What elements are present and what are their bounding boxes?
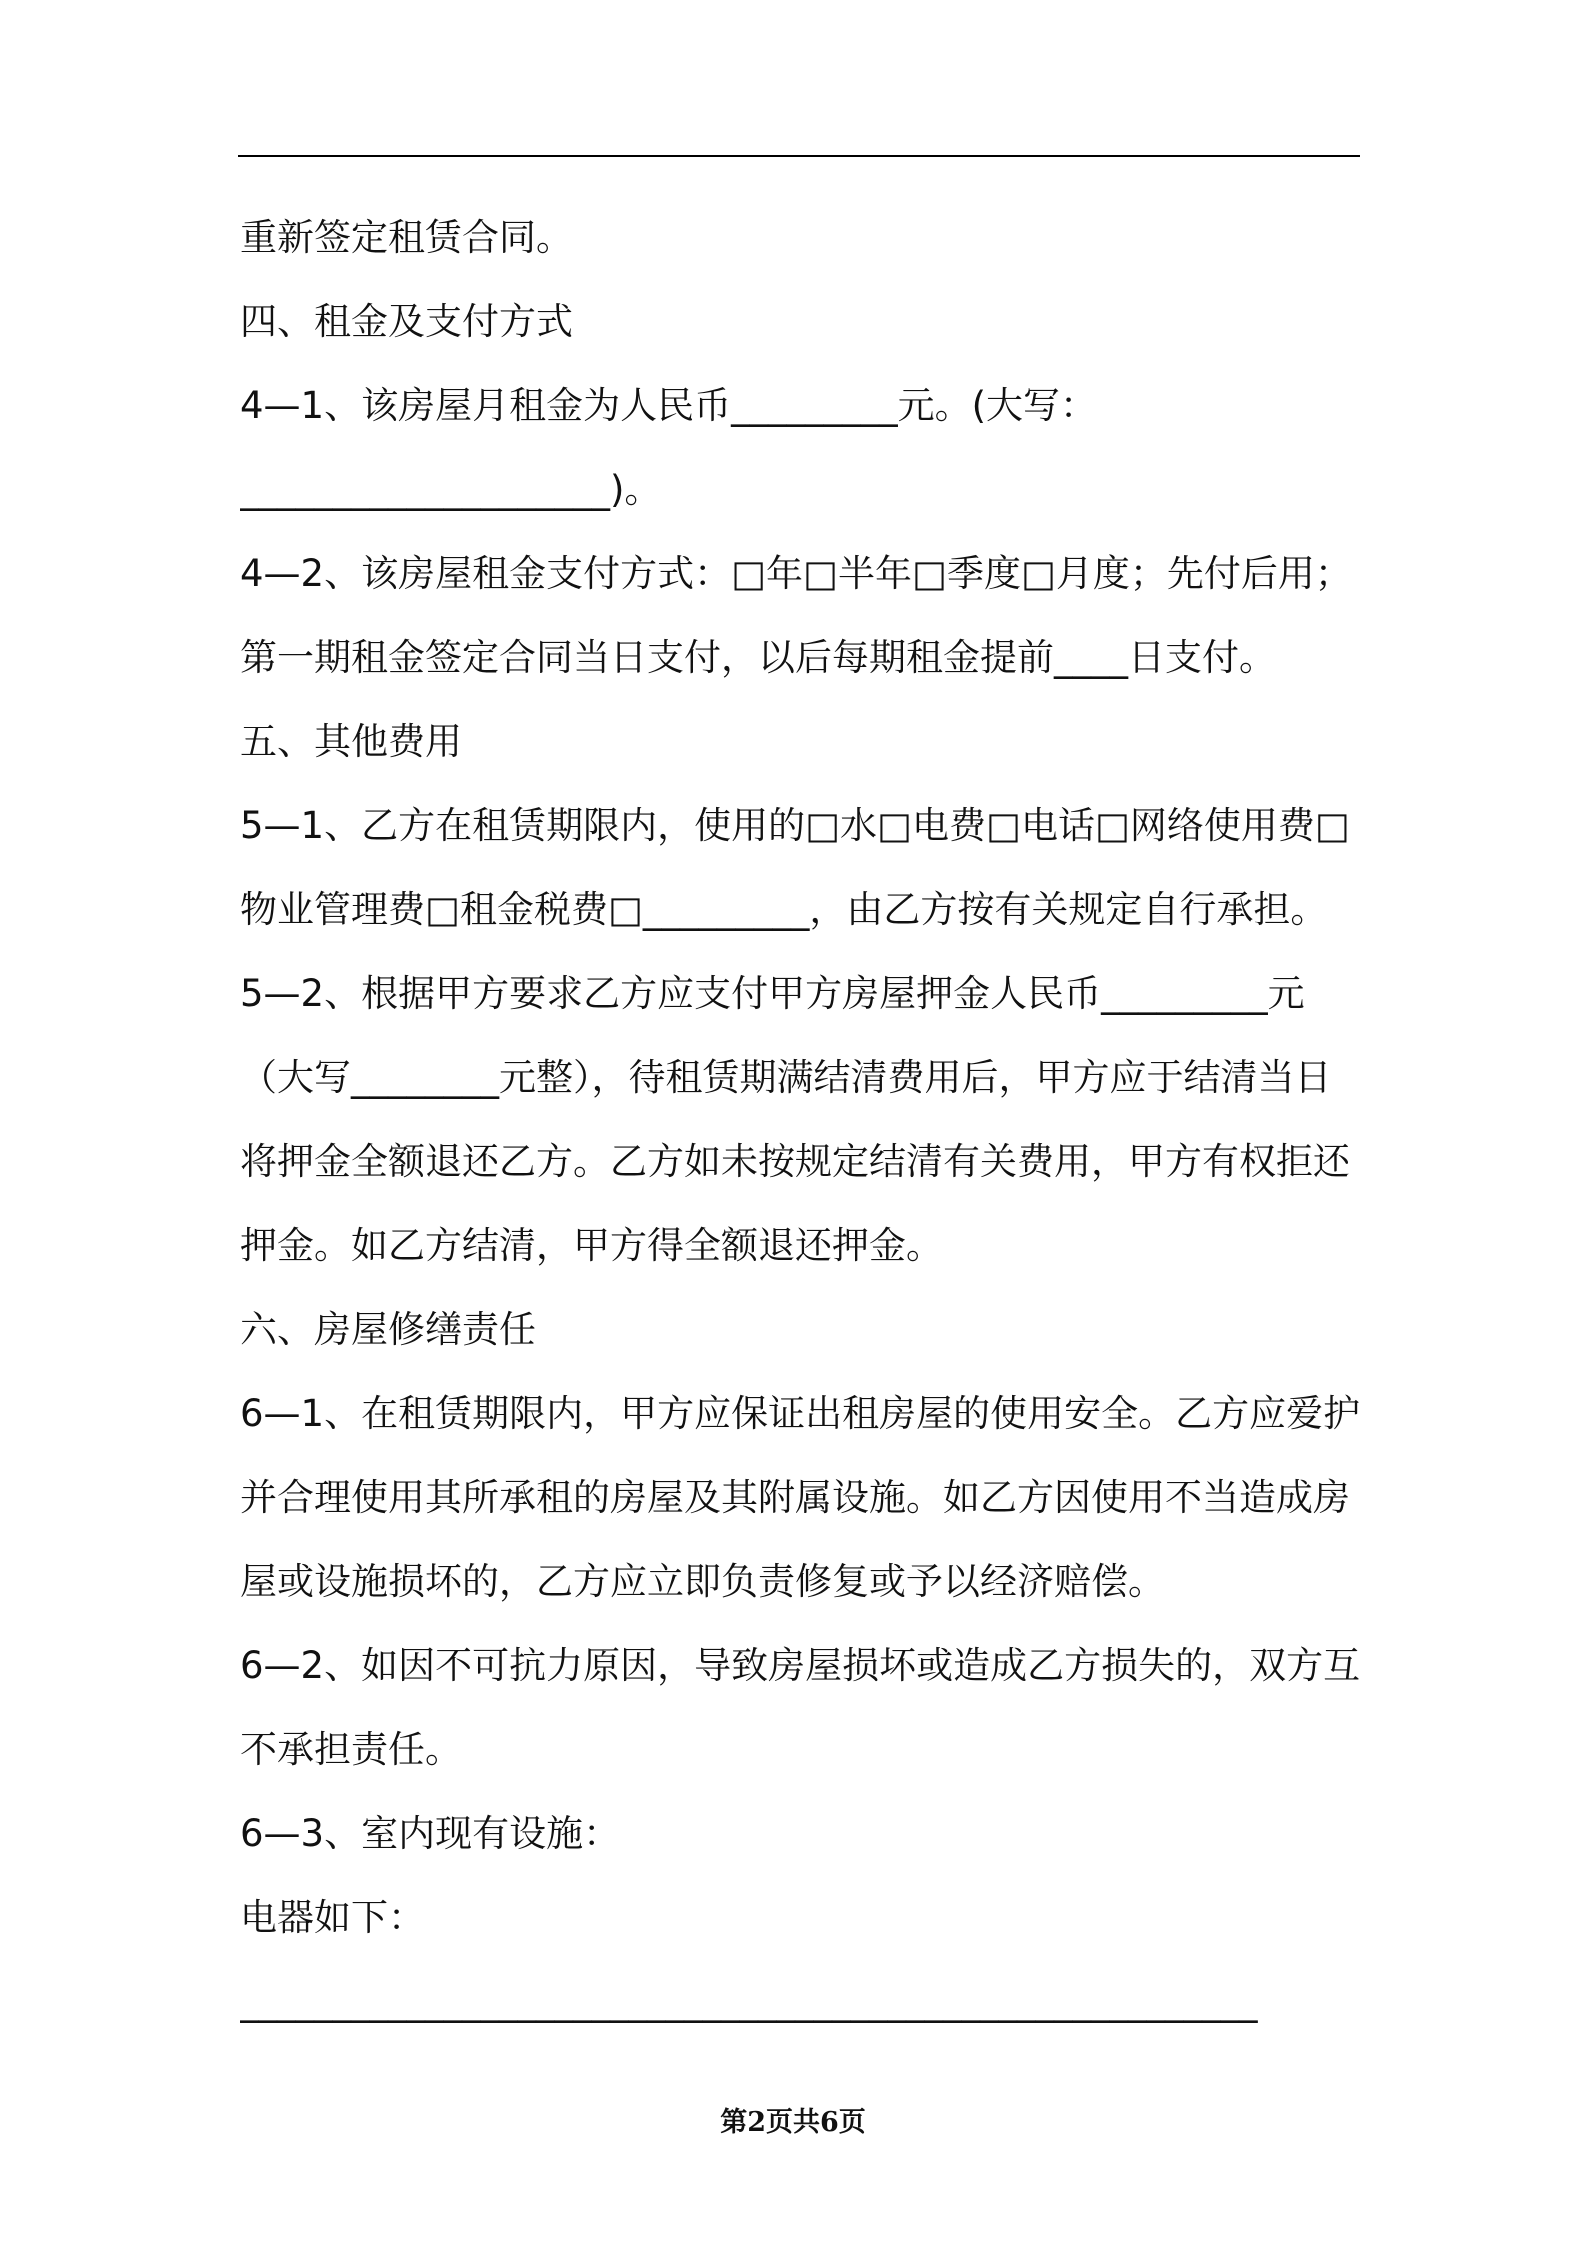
text-line: 屋或设施损坏的，乙方应立即负责修复或予以经济赔偿。 <box>240 1560 1165 1603</box>
section-heading: 六、房屋修缮责任 <box>240 1308 536 1351</box>
text-line: 不承担责任。 <box>240 1728 462 1771</box>
text-line: 5—2、根据甲方要求乙方应支付甲方房屋押金人民币_________元 <box>240 972 1305 1015</box>
section-heading: 四、租金及支付方式 <box>240 300 573 343</box>
text-line: 5—1、乙方在租赁期限内，使用的□水□电费□电话□网络使用费□ <box>240 804 1350 847</box>
text-line: 电器如下： <box>240 1896 425 1939</box>
text-line: （大写________元整），待租赁期满结清费用后，甲方应于结清当日 <box>240 1056 1332 1099</box>
section-heading: 五、其他费用 <box>240 720 462 763</box>
text-line: 4—1、该房屋月租金为人民币_________元。(大写： <box>240 384 1098 427</box>
document-body <box>240 196 1364 2044</box>
text-line: 第一期租金签定合同当日支付，以后每期租金提前____日支付。 <box>240 636 1276 679</box>
text-line: 将押金全额退还乙方。乙方如未按规定结清有关费用，甲方有权拒还 <box>240 1140 1350 1183</box>
text-line: 6—2、如因不可抗力原因，导致房屋损坏或造成乙方损失的，双方互 <box>240 1644 1361 1687</box>
text-line: 物业管理费□租金税费□_________，由乙方按有关规定自行承担。 <box>240 888 1328 931</box>
text-line: 6—1、在租赁期限内，甲方应保证出租房屋的使用安全。乙方应爱护 <box>240 1392 1361 1435</box>
text-line: ____________________)。 <box>240 468 662 511</box>
text-line: 重新签定租赁合同。 <box>240 216 573 259</box>
text-line: 并合理使用其所承租的房屋及其附属设施。如乙方因使用不当造成房 <box>240 1476 1350 1519</box>
blank-fill-line: _______________________________________________________ <box>240 1980 1258 2023</box>
header-rule <box>238 155 1360 157</box>
page-number: 第2页共6页 <box>720 2107 866 2138</box>
text-line: 6—3、室内现有设施： <box>240 1812 621 1855</box>
text-line: 4—2、该房屋租金支付方式：□年□半年□季度□月度；先付后用； <box>240 552 1352 595</box>
text-line: 押金。如乙方结清，甲方得全额退还押金。 <box>240 1224 943 1267</box>
